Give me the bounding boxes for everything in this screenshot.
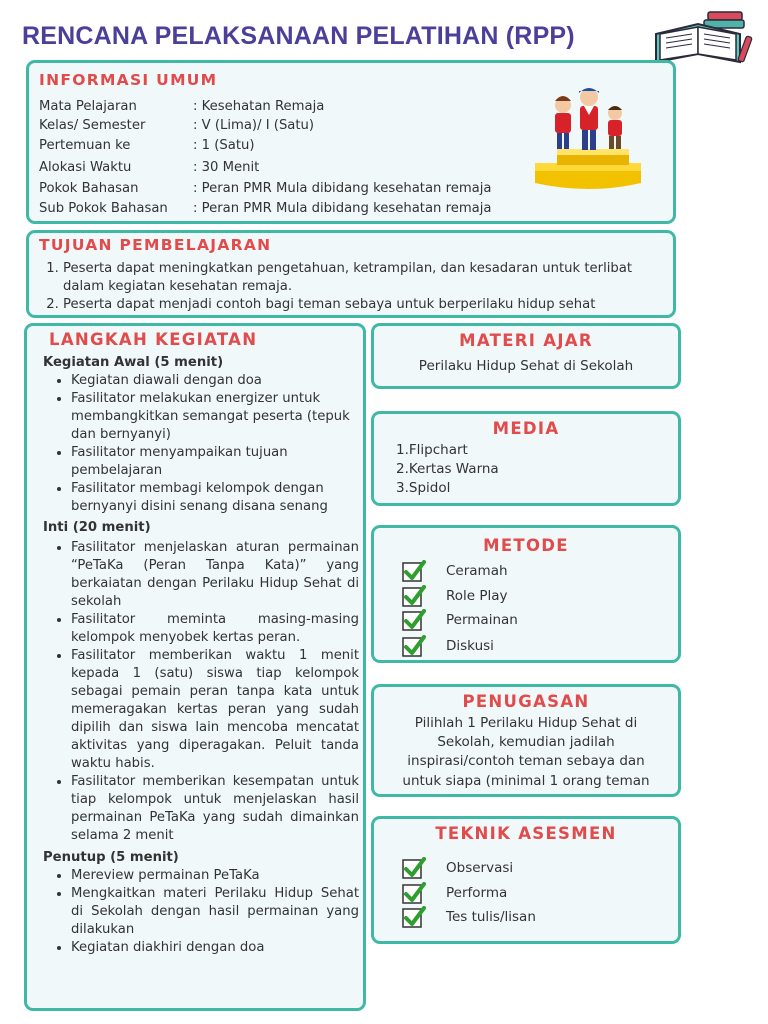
teknik-item (402, 881, 507, 905)
penugasan-text: Pilihlah 1 Perilaku Hidup Sehat di Sekolah, kemudian jadilah inspirasi/contoh teman sebaya dan untuk siapa (minimal 1 orang teman (402, 715, 650, 789)
materi-panel (371, 323, 681, 389)
metode-item (402, 608, 518, 632)
tujuan-heading: TUJUAN PEMBELAJARAN (39, 236, 272, 254)
teknik-asesmen-heading: TEKNIK ASESMEN (435, 824, 617, 843)
list-item: • Fasilitator menyampaikan tujuan pembelajaran (71, 444, 359, 480)
info-label: Mata Pelajaran (39, 99, 137, 114)
info-row (39, 138, 255, 153)
metode-label: Diskusi (446, 638, 494, 654)
teknik-label: Performa (446, 885, 508, 901)
materi-text: Perilaku Hidup Sehat di Sekolah (418, 358, 634, 374)
info-label: Alokasi Waktu (39, 160, 132, 175)
list-item: 1.Flipchart (396, 442, 468, 458)
media-list (396, 441, 499, 499)
langkah-panel (24, 323, 366, 1011)
list-item: • Fasilitator memberikan waktu 1 menit kepada 1 (satu) siswa tiap kelompok sebagai pemain peran tanpa kata untuk memeragakan kertas peran yang sudah dipilih dan siswa lain mencoba mencatat aktivitas yang diperagakan. Peluit tanda waktu habis. (71, 647, 359, 773)
list-item: 2. Peserta dapat menjadi contoh bagi teman sebaya untuk berperilaku hidup sehat (63, 296, 655, 314)
list-item: • Kegiatan diawali dengan doa (71, 372, 359, 390)
metode-panel (371, 525, 681, 663)
list-item: • Fasilitator meminta masing-masing kelompok menyobek kertas peran. (71, 611, 359, 647)
teknik-label: Tes tulis/lisan (446, 909, 536, 925)
metode-label: Role Play (446, 588, 508, 604)
list-item: • Fasilitator memberikan kesempatan untuk tiap kelompok untuk menjelaskan hasil permainan PeTaKa yang sudah dimainkan selama 2 menit (71, 773, 359, 845)
list-item: • Mereview permainan PeTaKa (71, 867, 359, 885)
metode-heading: METODE (483, 536, 569, 555)
list-item: • Kegiatan diakhiri dengan doa (71, 939, 359, 957)
info-row (39, 201, 492, 216)
metode-item (402, 559, 508, 583)
students-illustration-icon (529, 83, 647, 191)
info-value: : V (Lima)/ I (Satu) (193, 118, 315, 133)
info-label: Sub Pokok Bahasan (39, 201, 168, 216)
info-row (39, 160, 259, 175)
info-row (39, 99, 324, 114)
checkbox-checked-icon (402, 857, 426, 879)
list-item: 1. Peserta dapat meningkatkan pengetahuan, ketrampilan, dan kesadaran untuk terlibat dalam kegiatan kesehatan remaja. (63, 260, 655, 296)
info-label: Pertemuan ke (39, 138, 131, 153)
penutup-list (43, 867, 359, 957)
info-umum-heading: INFORMASI UMUM (39, 71, 218, 89)
metode-label: Permainan (446, 612, 518, 628)
list-item: • Fasilitator melakukan energizer untuk membangkitkan semangat peserta (tepuk dan bernyanyi) (71, 390, 359, 444)
tujuan-list (45, 260, 655, 314)
metode-label: Ceramah (446, 563, 508, 579)
penugasan-heading: PENUGASAN (462, 692, 590, 711)
checkbox-checked-icon (402, 585, 426, 607)
info-umum-panel (26, 60, 676, 224)
kegiatan-awal-title: Kegiatan Awal (5 menit) (43, 355, 224, 370)
tujuan-panel (26, 230, 676, 318)
page-title: RENCANA PELAKSANAAN PELATIHAN (RPP) (22, 22, 575, 50)
materi-heading: MATERI AJAR (459, 331, 593, 350)
list-item: 3.Spidol (396, 480, 451, 497)
info-value: : Peran PMR Mula dibidang kesehatan remaja (193, 181, 492, 196)
list-item: • Fasilitator membagi kelompok dengan bernyanyi disini senang disana senang (71, 480, 359, 516)
checkbox-checked-icon (402, 609, 426, 631)
kegiatan-awal-list (43, 372, 359, 516)
list-item: 2.Kertas Warna (396, 461, 499, 478)
penugasan-panel (371, 684, 681, 797)
media-panel (371, 411, 681, 506)
penutup-title: Penutup (5 menit) (43, 850, 179, 865)
info-label: Kelas/ Semester (39, 118, 146, 133)
inti-list (43, 539, 359, 845)
metode-item (402, 634, 494, 658)
list-item: • Fasilitator menjelaskan aturan permainan “PeTaKa (Peran Tanpa Kata)” yang berkaiatan dengan Perilaku Hidup Sehat di sekolah (71, 539, 359, 611)
info-row (39, 118, 314, 133)
checkbox-checked-icon (402, 882, 426, 904)
langkah-heading: LANGKAH KEGIATAN (49, 330, 258, 349)
teknik-label: Observasi (446, 860, 514, 876)
checkbox-checked-icon (402, 560, 426, 582)
metode-item (402, 584, 508, 608)
info-value: : Peran PMR Mula dibidang kesehatan remaja (193, 201, 492, 216)
info-value: : Kesehatan Remaja (193, 99, 325, 114)
media-heading: MEDIA (492, 419, 560, 438)
info-value: : 30 Menit (193, 160, 260, 175)
info-label: Pokok Bahasan (39, 181, 139, 196)
list-item: • Mengkaitkan materi Perilaku Hidup Sehat di Sekolah dengan hasil permainan yang dilakukan (71, 885, 359, 939)
info-row (39, 181, 492, 196)
inti-title: Inti (20 menit) (43, 520, 151, 535)
teknik-asesmen-panel (371, 816, 681, 944)
teknik-item (402, 856, 513, 880)
teknik-item (402, 905, 536, 929)
info-value: : 1 (Satu) (193, 138, 255, 153)
checkbox-checked-icon (402, 906, 426, 928)
checkbox-checked-icon (402, 635, 426, 657)
